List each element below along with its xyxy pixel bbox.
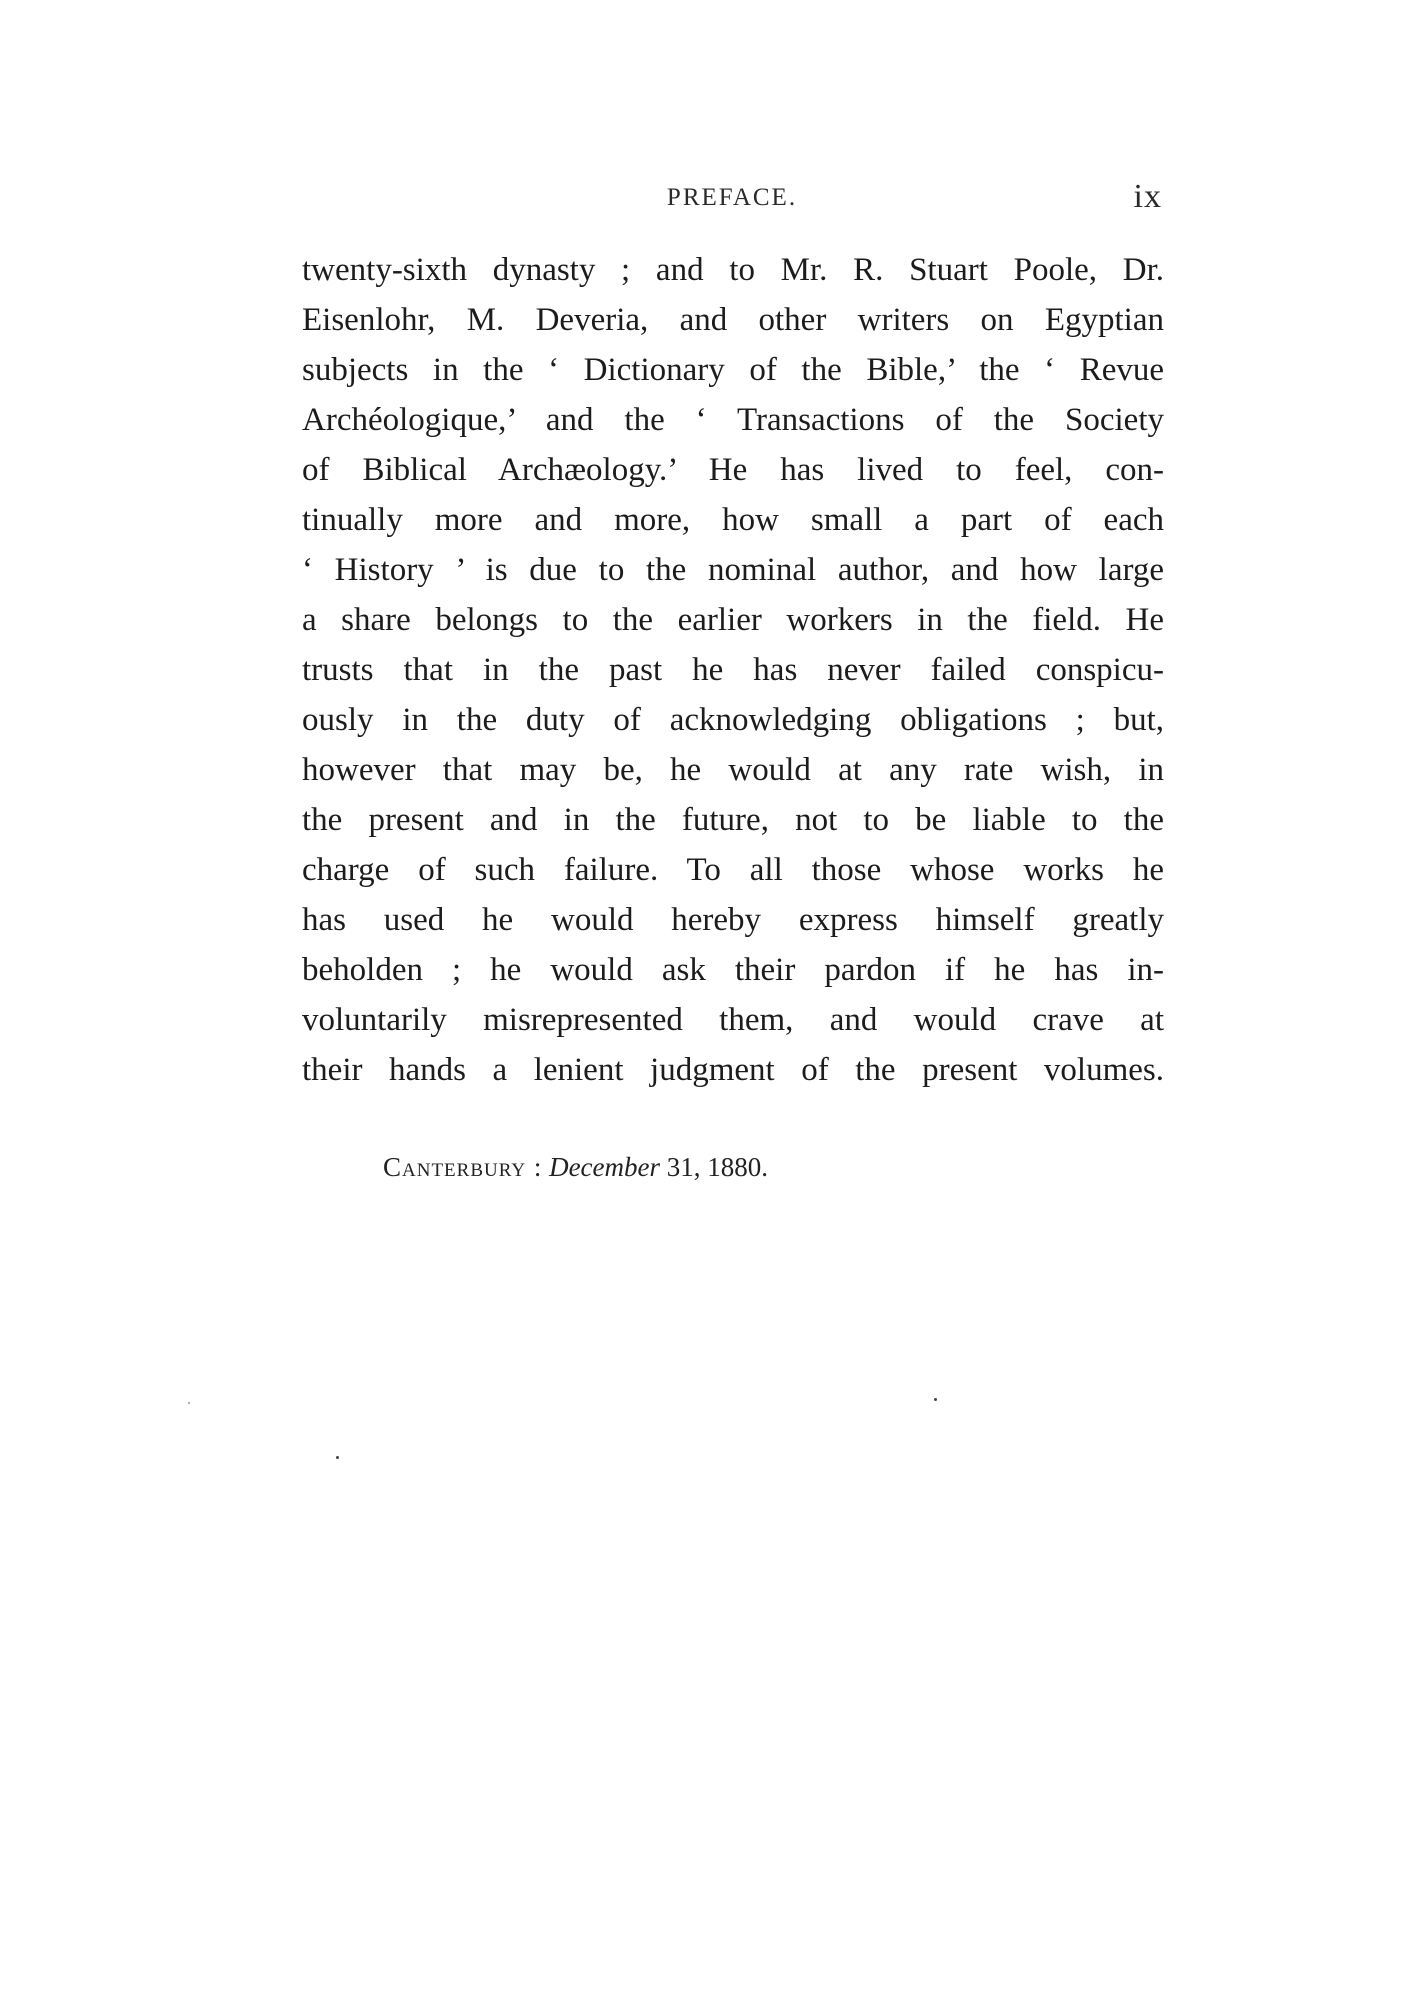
ink-speck: [934, 1398, 937, 1401]
text-line: voluntarily misrepresented them, and would crave at: [302, 1002, 1164, 1038]
text-line: twenty-sixth dynasty ; and to Mr. R. Stuart Poole, Dr.: [302, 252, 1164, 288]
signature-day-year: 31, 1880.: [666, 1152, 769, 1182]
text-line: their hands a lenient judgment of the present volumes.: [302, 1052, 1164, 1088]
text-line: charge of such failure. To all those whose works he: [302, 852, 1164, 888]
text-line: ously in the duty of acknowledging obligations ; but,: [302, 702, 1164, 738]
text-line: however that may be, he would at any rate wish, in: [302, 752, 1164, 788]
text-line: the present and in the future, not to be liable to the: [302, 802, 1164, 838]
signature-dateline: [383, 1152, 768, 1183]
page-number: ix: [1133, 178, 1162, 215]
signature-month: December: [549, 1152, 661, 1182]
text-line: subjects in the ‘ Dictionary of the Bible,’ the ‘ Revue: [302, 352, 1164, 388]
preface-body: [302, 245, 1164, 1095]
text-line: ‘ History ’ is due to the nominal author, and how large: [302, 552, 1164, 588]
text-line: tinually more and more, how small a part of each: [302, 502, 1164, 538]
running-head: [302, 178, 1162, 218]
text-line: a share belongs to the earlier workers in the field. He: [302, 602, 1164, 638]
running-title: PREFACE.: [666, 184, 798, 211]
text-line: has used he would hereby express himself greatly: [302, 902, 1164, 938]
ink-speck: [336, 1456, 339, 1459]
text-line: Eisenlohr, M. Deveria, and other writers on Egyptian: [302, 302, 1164, 338]
text-line: beholden ; he would ask their pardon if he has in-: [302, 952, 1164, 988]
text-line: trusts that in the past he has never failed conspicu-: [302, 652, 1164, 688]
ink-speck: [188, 1402, 190, 1404]
text-line: of Biblical Archæology.’ He has lived to feel, con-: [302, 452, 1164, 488]
text-line: Archéologique,’ and the ‘ Transactions of the Society: [302, 402, 1164, 438]
signature-place: Canterbury :: [383, 1152, 543, 1182]
